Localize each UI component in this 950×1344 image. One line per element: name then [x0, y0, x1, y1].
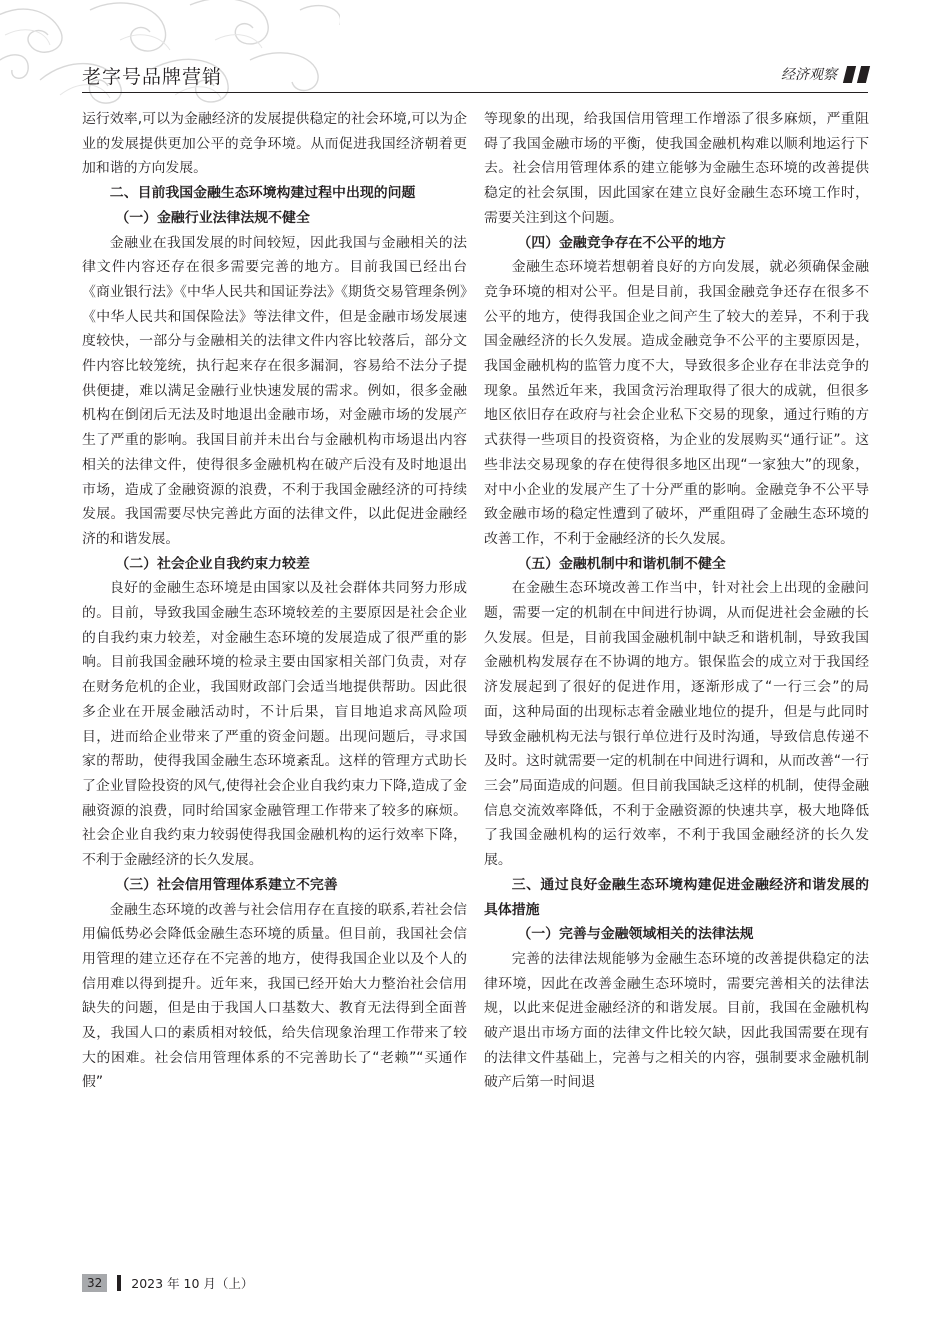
page-number: 32 [82, 1274, 107, 1292]
paragraph-6: 完善的法律法规能够为金融生态环境的改善提供稳定的法律环境，因此在改善金融生态环境时，需要完善相关的法律法规，以此来促进金融经济的和谐发展。目前，我国在金融机构破产退出市场方面的法律文件比较欠缺，因此我国需要在现有的法律文件基础上，完善与之相关的内容，强制要求金融机制破产后第一时间退 [484, 950, 869, 1091]
section-heading-3: 三、通过良好金融生态环境构建促进金融经济和谐发展的具体措施 [484, 876, 869, 918]
footer-bar-icon [117, 1275, 121, 1291]
subheading-3: （三）社会信用管理体系建立不完善 [115, 876, 338, 893]
paragraph-3: 金融生态环境的改善与社会信用存在直接的联系,若社会信用偏低势必会降低金融生态环境的质量。但目前，我国社会信用管理的建立还存在不完善的地方，使得我国企业以及个人的信用难以得到提升。近年来，我国已经开始大力整治社会信用缺失的问题，但是由于我国人口基数大、教育无法得到全面普及，我国人口的素质相对较低，给失信现象治理工作带来了较大的困难。社会信用管理体系的不完善助长了“老赖”“买通作假” [82, 901, 467, 1091]
section-heading-2: 二、目前我国金融生态环境构建过程中出现的问题 [109, 185, 416, 202]
subheading-2: （二）社会企业自我约束力较差 [115, 555, 310, 572]
double-bar-icon [845, 66, 868, 83]
header-divider [82, 92, 868, 93]
cloud-pattern-icon [0, 0, 340, 110]
page-footer [82, 1274, 253, 1292]
paragraph-2: 良好的金融生态环境是由国家以及社会群体共同努力形成的。目前，导致我国金融生态环境较差的主要原因是社会企业的自我约束力较差，对金融生态环境的发展造成了很严重的影响。目前我国金融环境的检录主要由国家相关部门负责，对存在财务危机的企业，我国财政部门会适当地提供帮助。因此很多企业在开展金融活动时，不计后果，盲目地追求高风险项目，进而给企业带来了严重的资金问题。出现问题后，寻求国家的帮助，使得我国金融生态环境紊乱。这样的管理方式助长了企业冒险投资的风气,使得社会企业自我约束力下降,造成了金融资源的浪费，同时给国家金融管理工作带来了较多的麻烦。社会企业自我约束力较弱使得我国金融机构的运行效率下降，不利于金融经济的长久发展。 [82, 580, 467, 869]
right-column [484, 107, 869, 1095]
issue-date: 2023 年 10 月（上） [131, 1276, 254, 1291]
subheading-5: （五）金融机制中和谐机制不健全 [517, 555, 726, 572]
paragraph-5: 在金融生态环境改善工作当中，针对社会上出现的金融问题，需要一定的机制在中间进行协调，从而促进社会金融的长久发展。但是，目前我国金融机制中缺乏和谐机制，导致我国金融机构发展存在不协调的地方。银保监会的成立对于我国经济发展起到了很好的促进作用，逐渐形成了“一行三会”的局面，这种局面的出现标志着金融业地位的提升，但是与此同时导致金融机构无法与银行单位进行及时沟通，导致信息传递不及时。这时就需要一定的机制在中间进行调和，从而改善“一行三会”局面造成的问题。但目前我国缺乏这样的机制，使得金融信息交流效率降低，不利于金融资源的快速共享，极大地降低了我国金融机构的运行效率，不利于我国金融经济的长久发展。 [484, 580, 869, 869]
journal-title: 老字号品牌营销 [82, 66, 223, 88]
intro-paragraph: 运行效率,可以为金融经济的发展提供稳定的社会环境,可以为企业的发展提供更加公平的竞争环境。从而促进我国经济朝着更加和谐的方向发展。 [82, 111, 467, 177]
paragraph-1: 金融业在我国发展的时间较短，因此我国与金融相关的法律文件内容还存在很多需要完善的地方。目前我国已经出台《商业银行法》《中华人民共和国证券法》《期货交易管理条例》《中华人民共和国保险法》等法律文件，但是金融市场发展速度较快，一部分与金融相关的法律文件内容比较落后，部分文件内容比较笼统，执行起来存在很多漏洞，容易给不法分子提供便捷，难以满足金融行业快速发展的需求。例如，很多金融机构在倒闭后无法及时地退出金融市场，对金融市场的发展产生了严重的影响。我国目前并未出台与金融机构市场退出内容相关的法律文件，使得很多金融机构在破产后没有及时地退出市场，造成了金融资源的浪费，不利于我国金融经济的可持续发展。我国需要尽快完善此方面的法律文件，以此促进金融经济的和谐发展。 [82, 234, 467, 547]
paragraph-4: 金融生态环境若想朝着良好的方向发展，就必须确保金融竞争环境的相对公平。但是目前，我国金融竞争还存在很多不公平的地方，使得我国企业之间产生了较大的差异，不利于我国金融经济的长久发展。造成金融竞争不公平的主要原因是，我国金融机构的监管力度不大，导致很多企业存在非法竞争的现象。虽然近年来，我国贪污治理取得了很大的成就，但很多地区依旧存在政府与社会企业私下交易的现象，通过行贿的方式获得一些项目的投资资格，为企业的发展购买“通行证”。这些非法交易现象的存在使得很多地区出现“一家独大”的现象，对中小企业的发展产生了十分严重的影响。金融竞争不公平导致金融市场的稳定性遭到了破坏，严重阻碍了金融生态环境的改善工作，不利于金融经济的长久发展。 [484, 259, 869, 547]
left-column [82, 107, 467, 1095]
column-tag [781, 64, 868, 84]
subheading-6: （一）完善与金融领域相关的法律法规 [517, 926, 754, 943]
subheading-1: （一）金融行业法律法规不健全 [115, 209, 310, 226]
paragraph-3-continued: 等现象的出现，给我国信用管理工作增添了很多麻烦，严重阻碍了我国金融市场的平衡，使我国金融机构难以顺利地运行下去。社会信用管理体系的建立能够为金融生态环境的改善提供稳定的社会氛围，因此国家在建立良好金融生态环境工作时，需要关注到这个问题。 [484, 111, 869, 226]
subheading-4: （四）金融竞争存在不公平的地方 [517, 234, 726, 251]
page-header [82, 58, 868, 92]
column-name: 经济观察 [781, 67, 837, 83]
